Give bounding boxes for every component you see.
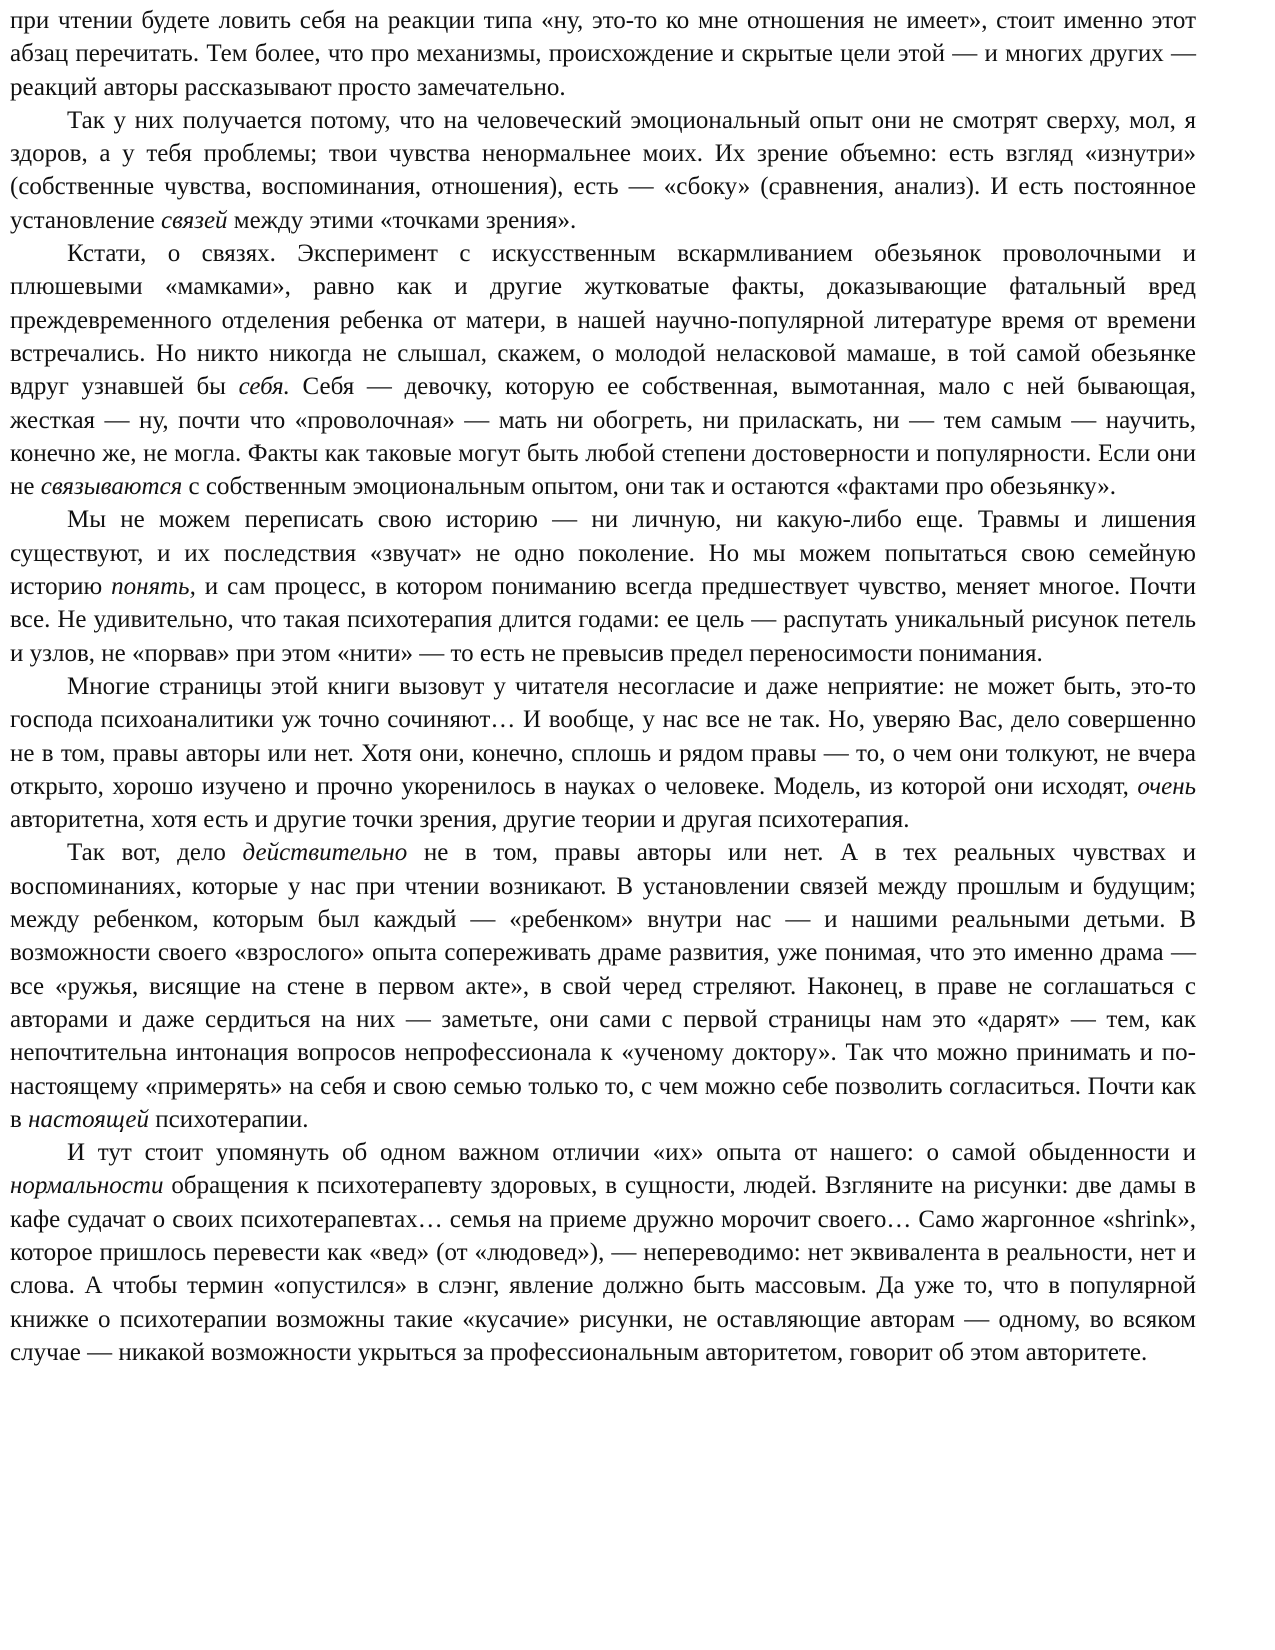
text-segment: при чтении будете ловить себя на реакции типа «ну, это-то ко мне отношения не имеет», стоит именно этот абзац перечитать. Тем более, что про механизмы, происхождение и скрытые цели этой — и многих других — реакций авторы рассказывают просто замечательно. bbox=[10, 7, 1196, 101]
text-segment: психотерапии. bbox=[149, 1105, 309, 1133]
text-segment: обращения к психотерапевту здоровых, в сущности, людей. Взгляните на рисунки: две дамы в кафе судачат о своих психотерапевтах… семья на приеме дружно морочит своего… Само жаргонное «shrink», которое пришлось перевести как «вед» (от «людовед»), — непереводимо: нет эквивалента в реальности, нет и слова. А чтобы термин «опустился» в слэнг, явление должно быть массовым. Да уже то, что в популярной книжке о психотерапии возможны такие «кусачие» рисунки, не оставляющие авторам — одному, во всяком случае — никакой возможности укрыться за профессиональным авторитетом, говорит об этом авторитете. bbox=[10, 1172, 1196, 1366]
text-segment: Кстати, о связях. Эксперимент с искусственным вскармливанием обезьянок проволочными и плюшевыми «мамками», равно как и другие жутковатые факты, доказывающие фатальный вред преждевременного отделения ребенка от матери, в нашей научно-популярной литературе время от времени встречались. Но никто никогда не слышал, скажем, о молодой неласковой мамаше, в той самой обезьянке вдруг узнавшей бы bbox=[10, 240, 1196, 401]
text-segment: Так у них получается потому, что на человеческий эмоциональный опыт они не смотрят сверху, мол, я здоров, а у тебя проблемы; твои чувства ненормальнее моих. Их зрение объемно: есть взгляд «изнутри» (собственные чувства, воспоминания, отношения), есть — «сбоку» (сравнения, анализ). И есть постоянное установление bbox=[10, 106, 1196, 234]
emphasis-text: себя. bbox=[238, 373, 290, 401]
text-segment: Мы не можем переписать свою историю — ни личную, ни какую-либо еще. Травмы и лишения существуют, и их последствия «звучат» не одно поколение. Но мы можем попытаться свою семейную историю bbox=[10, 506, 1196, 601]
paragraph-continuation bbox=[10, 4, 1196, 104]
paragraph-normality bbox=[10, 1136, 1196, 1369]
paragraph-real-feelings bbox=[10, 836, 1196, 1136]
emphasis-text: очень bbox=[1137, 772, 1196, 800]
paragraph-history bbox=[10, 503, 1196, 669]
text-segment: и сам процесс, в котором пониманию всегда предшествует чувство, меняет многое. Почти все. Не удивительно, что такая психотерапия длится годами: ее цель — распутать уникальный рисунок петель и узлов, не «порвав» при этом «нити» — то есть не превысив предел переносимости понимания. bbox=[10, 573, 1196, 667]
document-page bbox=[10, 4, 1196, 1369]
paragraph-connections bbox=[10, 237, 1196, 503]
text-segment: Себя — девочку, которую ее собственная, вымотанная, мало с ней бывающая, жесткая — ну, почти что «проволочная» — мать ни обогреть, ни приласкать, ни — тем самым — научить, конечно же, не могла. Факты как таковые могут быть любой степени достоверности и популярности. Если они не bbox=[10, 373, 1196, 501]
paragraph-disagreement bbox=[10, 670, 1196, 836]
emphasis-text: связываются bbox=[40, 473, 183, 501]
emphasis-text: связей bbox=[160, 206, 228, 234]
emphasis-text: понять, bbox=[111, 573, 196, 601]
text-segment: Многие страницы этой книги вызовут у читателя несогласие и даже неприятие: не может быть, это-то господа психоаналитики уж точно сочиняют… И вообще, у нас все не так. Но, уверяю Вас, дело совершенно не в том, правы авторы или нет. Хотя они, конечно, сплошь и рядом правы — то, о чем они толкуют, не вчера открыто, хорошо изучено и прочно укоренилось в науках о человеке. Модель, из которой они исходят, bbox=[10, 672, 1196, 800]
text-segment: между этими «точками зрения». bbox=[227, 206, 577, 234]
text-segment: не в том, правы авторы или нет. А в тех реальных чувствах и воспоминаниях, которые у нас при чтении возникают. В установлении связей между прошлым и будущим; между ребенком, которым был каждый — «ребенком» внутри нас — и нашими реальными детьми. В возможности своего «взрослого» опыта сопереживать драме развития, уже понимая, что это именно драма — все «ружья, висящие на стене в первом акте», в свой черед стреляют. Наконец, в праве не соглашаться с авторами и даже сердиться на них — заметьте, они сами с первой страницы нам это «дарят» — тем, как непочтительна интонация вопросов непрофессионала к «ученому доктору». Так что можно принимать и по-настоящему «примерять» на себя и свою семью только то, с чем можно себе позволить согласиться. Почти как в bbox=[10, 839, 1197, 1133]
emphasis-text: нормальности bbox=[10, 1172, 164, 1200]
emphasis-text: действительно bbox=[242, 839, 408, 867]
text-segment: авторитетна, хотя есть и другие точки зрения, другие теории и другая психотерапия. bbox=[10, 806, 910, 834]
text-segment: Так вот, дело bbox=[67, 839, 243, 867]
text-segment: И тут стоит упомянуть об одном важном отличии «их» опыта от нашего: о самой обыденности и bbox=[67, 1139, 1196, 1167]
emphasis-text: настоящей bbox=[28, 1105, 149, 1133]
text-segment: с собственным эмоциональным опытом, они так и остаются «фактами про обезьянку». bbox=[182, 473, 1117, 501]
paragraph-emotional-experience bbox=[10, 104, 1196, 237]
